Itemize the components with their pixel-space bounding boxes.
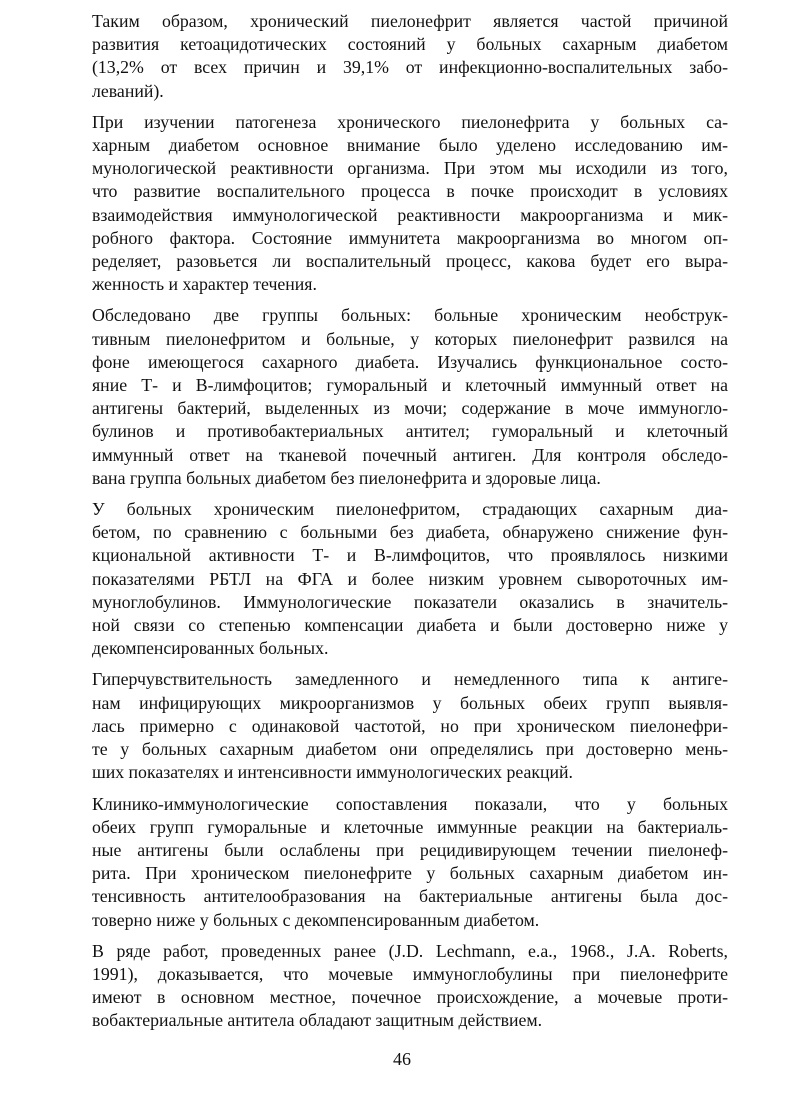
- document-page: [76, 10, 728, 1090]
- text-line: Таким образом, хронический пиелонефрит является частой причиной: [92, 11, 728, 31]
- text-line: рита. При хроническом пиелонефрите у больных сахарным диабетом ин-: [92, 863, 728, 884]
- text-line: тенсивность антителообразования на бактериальные антигены была дос-: [92, 886, 728, 907]
- text-line: харным диабетом основное внимание было уделено исследованию им-: [92, 135, 728, 156]
- text-line: ших показателях и интенсивности иммунологических реакций.: [92, 762, 574, 783]
- text-line: ределяет, разовьется ли воспалительный процесс, какова будет его выра-: [92, 251, 728, 272]
- text-line: взаимодействия иммунологической реактивности макроорганизма и мик-: [92, 204, 728, 225]
- paragraph-6: [76, 793, 728, 932]
- text-line: товерно ниже у больных с декомпенсированным диабетом.: [92, 909, 540, 930]
- text-line: те у больных сахарным диабетом они определялись при достоверно мень-: [92, 739, 728, 760]
- text-line: Обследовано две группы больных: больные хроническим необструк-: [92, 305, 728, 326]
- paragraph-5: [76, 668, 728, 784]
- text-line: При изучении патогенеза хронического пиелонефрита у больных са-: [92, 111, 728, 132]
- text-line: ной связи со степенью компенсации диабета и были достоверно ниже у: [92, 615, 728, 636]
- paragraph-3: [76, 304, 728, 490]
- text-line: имеют в основном местное, почечное происхождение, а мочевые проти-: [92, 987, 728, 1008]
- text-line: декомпенсированных больных.: [92, 638, 329, 659]
- paragraph-4: [76, 498, 728, 660]
- text-line: фоне имеющегося сахарного диабета. Изучались функциональное состо-: [92, 351, 728, 372]
- text-line: яние Т- и В-лимфоцитов; гуморальный и клеточный иммунный ответ на: [92, 375, 728, 396]
- text-line: нам инфицирующих микроорганизмов у больных обеих групп выявля-: [92, 692, 728, 713]
- paragraph-2: [76, 111, 728, 297]
- text-line: 1991), доказывается, что мочевые иммуноглобулины при пиелонефрите: [92, 963, 728, 984]
- text-line: развития кетоацидотических состояний у больных сахарным диабетом: [92, 34, 728, 55]
- text-line: показателями РБТЛ на ФГА и более низким уровнем сывороточных им-: [92, 568, 728, 589]
- text-line: кциональной активности Т- и В-лимфоцитов, что проявлялось низкими: [92, 545, 728, 566]
- paragraph-7: [76, 940, 728, 1033]
- text-line: Клинико-иммунологические сопоставления показали, что у больных: [92, 793, 728, 814]
- text-line: муноглобулинов. Иммунологические показатели оказались в значитель-: [92, 591, 728, 612]
- text-line: что развитие воспалительного процесса в почке происходит в условиях: [92, 181, 728, 202]
- text-line: мунологической реактивности организма. При этом мы исходили из того,: [92, 158, 728, 179]
- paragraph-1: [76, 10, 728, 103]
- text-line: тивным пиелонефритом и больные, у которых пиелонефрит развился на: [92, 328, 728, 349]
- text-line: иммунный ответ на тканевой почечный антиген. Для контроля обследо-: [92, 444, 728, 465]
- text-line: У больных хроническим пиелонефритом, страдающих сахарным диа-: [92, 499, 728, 520]
- text-line: В ряде работ, проведенных ранее (J.D. Lechmann, e.a., 1968., J.A. Roberts,: [92, 940, 728, 961]
- text-line: женность и характер течения.: [92, 274, 317, 295]
- text-line: (13,2% от всех причин и 39,1% от инфекционно-воспалительных забо-: [92, 57, 728, 78]
- page-number: 46: [393, 1049, 411, 1069]
- text-line: леваний).: [92, 80, 164, 101]
- text-line: лась примерно с одинаковой частотой, но при хроническом пиелонефри-: [92, 715, 728, 736]
- body-text: [76, 10, 728, 1033]
- text-line: робного фактора. Состояние иммунитета макроорганизма во многом оп-: [92, 227, 728, 248]
- text-line: бетом, по сравнению с больными без диабета, обнаружено снижение фун-: [92, 522, 728, 543]
- text-line: ные антигены были ослаблены при рецидивирующем течении пиелонеф-: [92, 839, 728, 860]
- text-line: обеих групп гуморальные и клеточные иммунные реакции на бактериаль-: [92, 816, 728, 837]
- text-line: Гиперчувствительность замедленного и немедленного типа к антиге-: [92, 669, 728, 690]
- text-line: вана группа больных диабетом без пиелонефрита и здоровые лица.: [92, 467, 601, 488]
- text-line: антигены бактерий, выделенных из мочи; содержание в моче иммуногло-: [92, 398, 728, 419]
- text-line: вобактериальные антитела обладают защитным действием.: [92, 1010, 543, 1031]
- text-line: булинов и противобактериальных антител; гуморальный и клеточный: [92, 421, 728, 442]
